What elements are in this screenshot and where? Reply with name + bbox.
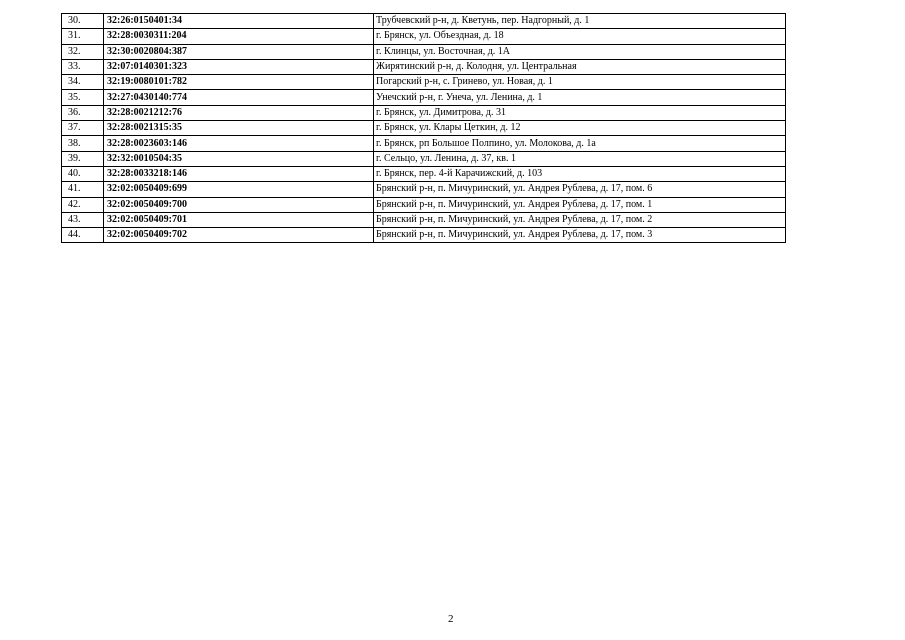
address-cell: г. Брянск, ул. Димитрова, д. 31 (374, 105, 786, 120)
table-row (62, 136, 786, 151)
address-cell: г. Брянск, пер. 4-й Карачижский, д. 103 (374, 166, 786, 181)
row-number-cell: 38. (62, 136, 104, 151)
row-number-cell: 30. (62, 14, 104, 29)
cadastral-number-cell: 32:30:0020804:387 (104, 44, 374, 59)
table-row (62, 228, 786, 243)
cadastral-number-cell: 32:02:0050409:700 (104, 197, 374, 212)
address-cell: Погарский р-н, с. Гринево, ул. Новая, д. 1 (374, 75, 786, 90)
table-row (62, 44, 786, 59)
table-row (62, 59, 786, 74)
address-cell: г. Брянск, ул. Объездная, д. 18 (374, 29, 786, 44)
row-number-cell: 43. (62, 212, 104, 227)
cadastral-number-cell: 32:26:0150401:34 (104, 14, 374, 29)
row-number-cell: 37. (62, 121, 104, 136)
address-cell: г. Брянск, рп Большое Полпино, ул. Молокова, д. 1а (374, 136, 786, 151)
table-row (62, 14, 786, 29)
address-cell: г. Сельцо, ул. Ленина, д. 37, кв. 1 (374, 151, 786, 166)
address-cell: Брянский р-н, п. Мичуринский, ул. Андрея Рублева, д. 17, пом. 6 (374, 182, 786, 197)
row-number-cell: 31. (62, 29, 104, 44)
cadastral-number-cell: 32:28:0023603:146 (104, 136, 374, 151)
row-number-cell: 39. (62, 151, 104, 166)
cadastral-number-cell: 32:19:0080101:782 (104, 75, 374, 90)
row-number-cell: 33. (62, 59, 104, 74)
address-cell: г. Клинцы, ул. Восточная, д. 1А (374, 44, 786, 59)
address-cell: г. Брянск, ул. Клары Цеткин, д. 12 (374, 121, 786, 136)
address-cell: Трубчевский р-н, д. Кветунь, пер. Надгорный, д. 1 (374, 14, 786, 29)
table-row (62, 121, 786, 136)
table-row (62, 75, 786, 90)
table-row (62, 151, 786, 166)
row-number-cell: 32. (62, 44, 104, 59)
cadastral-table (61, 13, 786, 243)
table-row (62, 166, 786, 181)
table-body (62, 14, 786, 243)
row-number-cell: 36. (62, 105, 104, 120)
table-row (62, 182, 786, 197)
row-number-cell: 35. (62, 90, 104, 105)
cadastral-number-cell: 32:28:0021212:76 (104, 105, 374, 120)
row-number-cell: 44. (62, 228, 104, 243)
address-cell: Унечский р-н, г. Унеча, ул. Ленина, д. 1 (374, 90, 786, 105)
address-cell: Брянский р-н, п. Мичуринский, ул. Андрея Рублева, д. 17, пом. 1 (374, 197, 786, 212)
table-row (62, 105, 786, 120)
page-number: 2 (448, 613, 454, 625)
cadastral-number-cell: 32:28:0021315:35 (104, 121, 374, 136)
cadastral-number-cell: 32:27:0430140:774 (104, 90, 374, 105)
cadastral-number-cell: 32:02:0050409:702 (104, 228, 374, 243)
row-number-cell: 41. (62, 182, 104, 197)
cadastral-number-cell: 32:28:0033218:146 (104, 166, 374, 181)
cadastral-number-cell: 32:02:0050409:701 (104, 212, 374, 227)
row-number-cell: 40. (62, 166, 104, 181)
address-cell: Жирятинский р-н, д. Колодня, ул. Центральная (374, 59, 786, 74)
table-row (62, 90, 786, 105)
row-number-cell: 34. (62, 75, 104, 90)
address-cell: Брянский р-н, п. Мичуринский, ул. Андрея Рублева, д. 17, пом. 2 (374, 212, 786, 227)
table-row (62, 212, 786, 227)
address-cell: Брянский р-н, п. Мичуринский, ул. Андрея Рублева, д. 17, пом. 3 (374, 228, 786, 243)
table-row (62, 29, 786, 44)
row-number-cell: 42. (62, 197, 104, 212)
cadastral-number-cell: 32:02:0050409:699 (104, 182, 374, 197)
cadastral-number-cell: 32:28:0030311:204 (104, 29, 374, 44)
cadastral-number-cell: 32:32:0010504:35 (104, 151, 374, 166)
cadastral-number-cell: 32:07:0140301:323 (104, 59, 374, 74)
table-row (62, 197, 786, 212)
